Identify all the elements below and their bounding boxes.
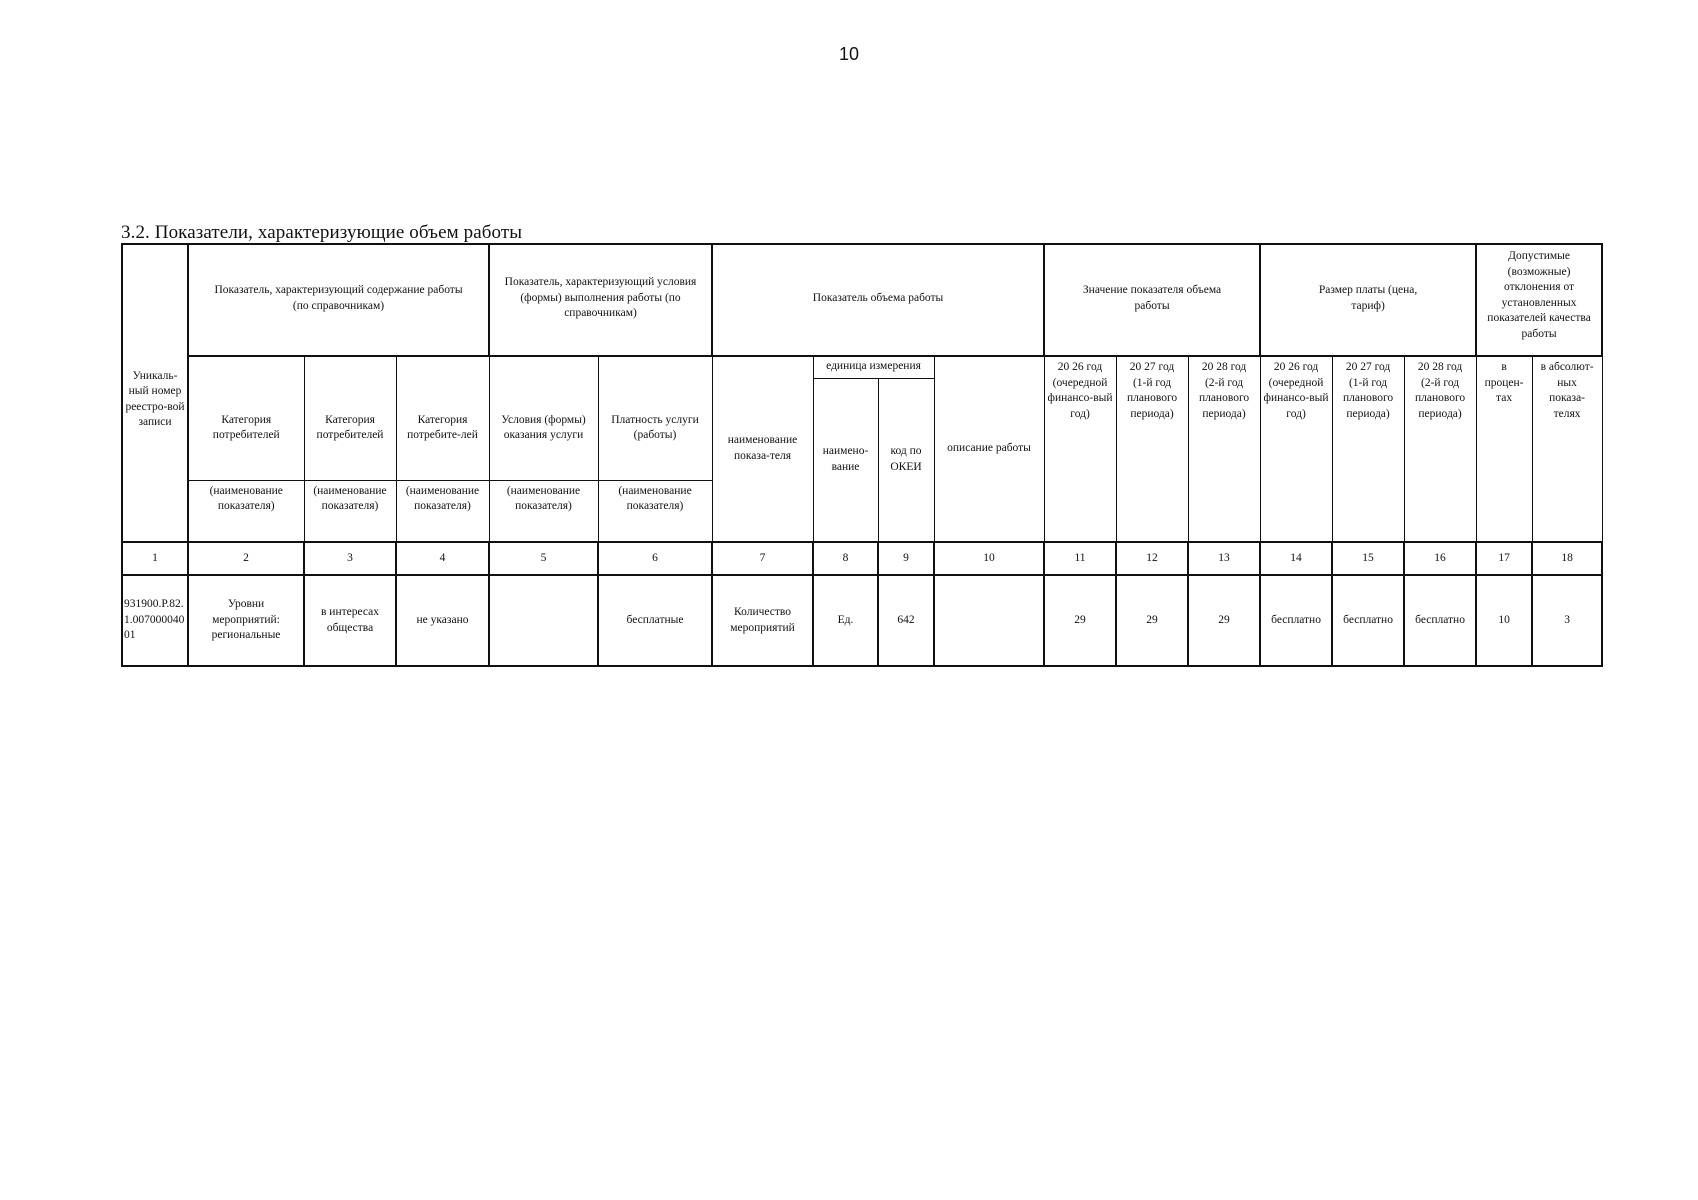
cell-dev-percent: 10 <box>1476 575 1532 666</box>
header-category-1: Категория потребителей <box>188 356 304 480</box>
column-number: 1 <box>122 542 188 575</box>
header-fee-size: Размер платы (цена, тариф) <box>1260 244 1476 356</box>
header-volume-indicator: Показатель объема работы <box>712 244 1044 356</box>
cell-unit-name: Ед. <box>813 575 878 666</box>
header-volume-value: Значение показателя объема работы <box>1044 244 1260 356</box>
cell-category-3: не указано <box>396 575 489 666</box>
header-name-of-indicator-4: (наименование показателя) <box>396 480 489 542</box>
page-number: 10 <box>838 44 860 64</box>
column-number: 18 <box>1532 542 1602 575</box>
cell-dev-absolute: 3 <box>1532 575 1602 666</box>
header-unique-number: Уникаль-ный номер реестро-вой записи <box>122 244 188 542</box>
header-unit: единица измерения <box>813 356 934 378</box>
column-number: 10 <box>934 542 1044 575</box>
cell-category-1: Уровни мероприятий: региональные <box>188 575 304 666</box>
column-number: 17 <box>1476 542 1532 575</box>
column-number: 7 <box>712 542 813 575</box>
column-number: 8 <box>813 542 878 575</box>
cell-category-2: в интересах общества <box>304 575 396 666</box>
header-value-2027: 20 27 год (1-й год планового периода) <box>1116 356 1188 542</box>
column-number: 14 <box>1260 542 1332 575</box>
cell-value-2026: 29 <box>1044 575 1116 666</box>
column-number: 3 <box>304 542 396 575</box>
cell-fee-2027: бесплатно <box>1332 575 1404 666</box>
cell-conditions-form <box>489 575 598 666</box>
cell-indicator-name: Количество мероприятий <box>712 575 813 666</box>
header-name-of-indicator-5: (наименование показателя) <box>489 480 598 542</box>
header-dev-percent: в процен-тах <box>1476 356 1532 542</box>
header-conditions-indicator: Показатель, характеризующий условия (формы) выполнения работы (по справочникам) <box>489 244 712 356</box>
column-number: 9 <box>878 542 934 575</box>
header-category-2: Категория потребителей <box>304 356 396 480</box>
column-number: 16 <box>1404 542 1476 575</box>
header-conditions-form: Условия (формы) оказания услуги <box>489 356 598 480</box>
cell-value-2028: 29 <box>1188 575 1260 666</box>
cell-payment: бесплатные <box>598 575 712 666</box>
cell-unique-number: 931900.Р.82.1.00700004001 <box>122 575 188 666</box>
cell-fee-2026: бесплатно <box>1260 575 1332 666</box>
header-deviations: Допустимые (возможные) отклонения от установленных показателей качества работы <box>1476 244 1602 356</box>
header-work-description: описание работы <box>934 356 1044 542</box>
column-number: 6 <box>598 542 712 575</box>
column-number: 11 <box>1044 542 1116 575</box>
header-value-2026: 20 26 год (очередной финансо-вый год) <box>1044 356 1116 542</box>
column-number: 13 <box>1188 542 1260 575</box>
cell-work-description <box>934 575 1044 666</box>
header-payment: Платность услуги (работы) <box>598 356 712 480</box>
section-title: 3.2. Показатели, характеризующие объем работы <box>121 222 523 243</box>
cell-okei-code: 642 <box>878 575 934 666</box>
header-fee-2026: 20 26 год (очередной финансо-вый год) <box>1260 356 1332 542</box>
column-number: 5 <box>489 542 598 575</box>
header-indicator-name: наименование показа-теля <box>712 356 813 542</box>
header-name-of-indicator-2: (наименование показателя) <box>188 480 304 542</box>
column-number: 4 <box>396 542 489 575</box>
header-unit-name: наимено-вание <box>813 378 878 542</box>
header-dev-absolute: в абсолют-ных показа-телях <box>1532 356 1602 542</box>
cell-value-2027: 29 <box>1116 575 1188 666</box>
volume-table <box>121 243 1603 667</box>
header-value-2028: 20 28 год (2-й год планового периода) <box>1188 356 1260 542</box>
header-name-of-indicator-6: (наименование показателя) <box>598 480 712 542</box>
header-okei-code: код по ОКЕИ <box>878 378 934 542</box>
header-fee-2027: 20 27 год (1-й год планового периода) <box>1332 356 1404 542</box>
column-number: 2 <box>188 542 304 575</box>
header-category-3: Категория потребите-лей <box>396 356 489 480</box>
header-fee-2028: 20 28 год (2-й год планового периода) <box>1404 356 1476 542</box>
header-name-of-indicator-3: (наименование показателя) <box>304 480 396 542</box>
column-number: 12 <box>1116 542 1188 575</box>
header-content-indicator: Показатель, характеризующий содержание работы (по справочникам) <box>188 244 489 356</box>
cell-fee-2028: бесплатно <box>1404 575 1476 666</box>
column-number: 15 <box>1332 542 1404 575</box>
